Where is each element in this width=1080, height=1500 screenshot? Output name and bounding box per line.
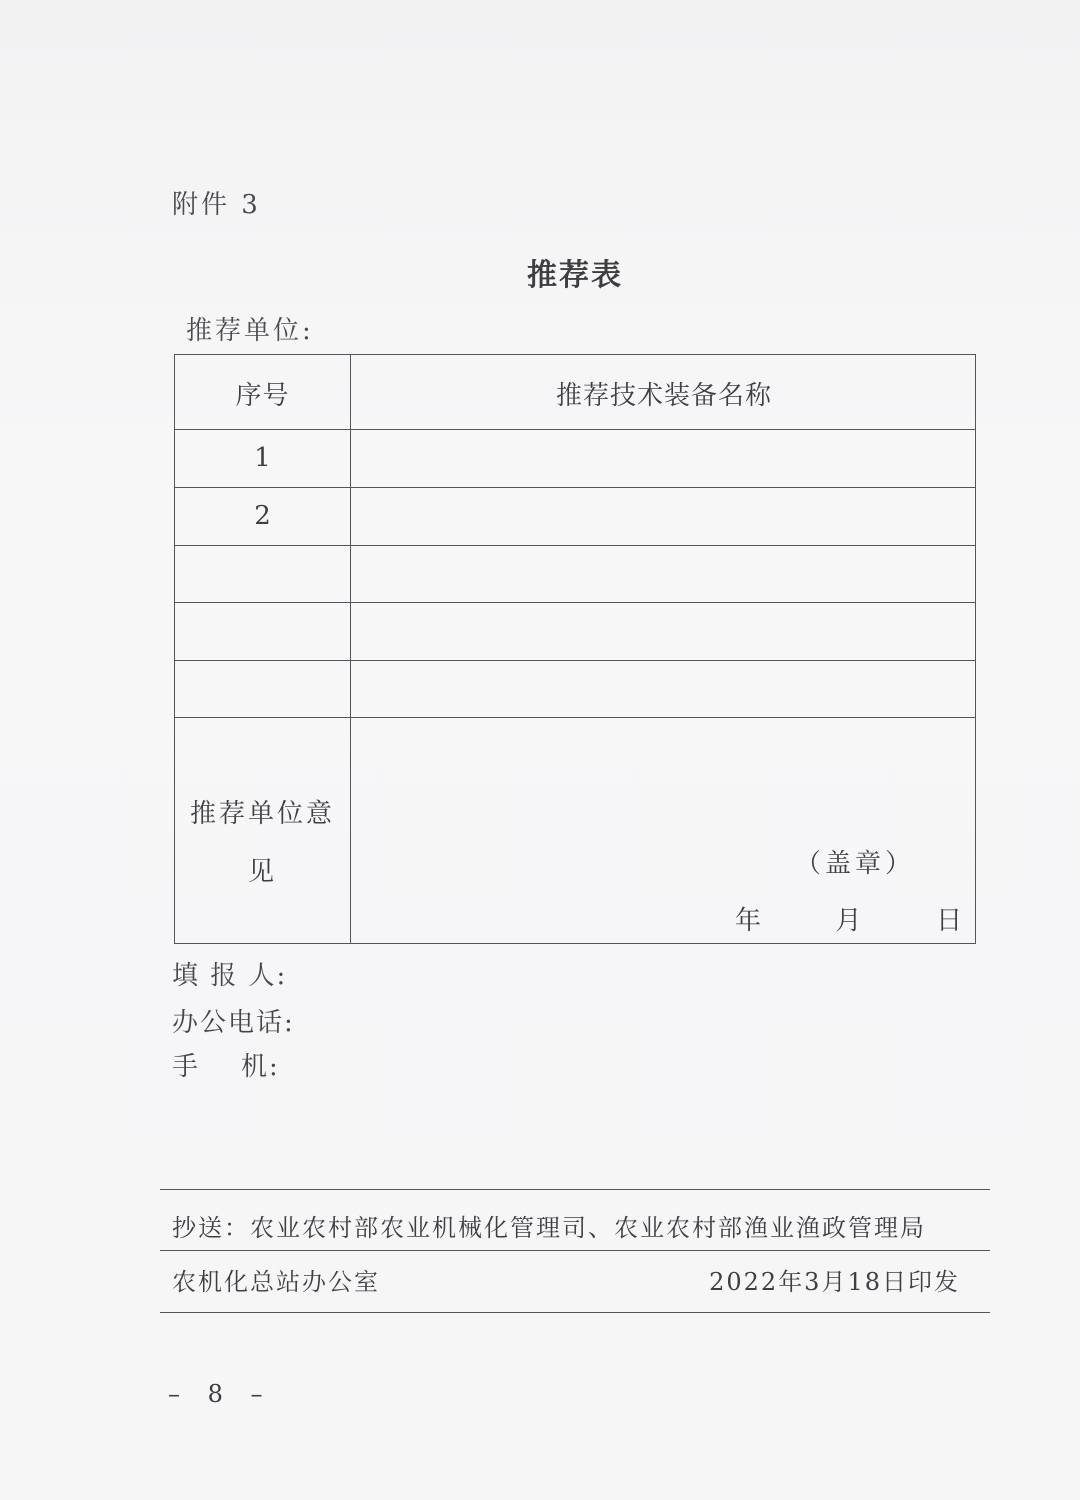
date-fields bbox=[735, 900, 962, 937]
office-phone-label bbox=[172, 1002, 295, 1039]
office-phone-label-text: 办公电话: bbox=[172, 1008, 295, 1038]
row-2-index: 2 bbox=[254, 501, 271, 531]
mobile-label-text: 手 机: bbox=[172, 1052, 280, 1082]
filler-label bbox=[172, 955, 287, 992]
row-1-index: 1 bbox=[254, 443, 271, 473]
date-year: 年 bbox=[735, 906, 762, 936]
header-serial-number: 序号 bbox=[235, 381, 290, 411]
cc-line: 抄送：农业农村部农业机械化管理司、农业农村部渔业渔政管理局 bbox=[172, 1214, 926, 1242]
page-title: 推荐表 bbox=[527, 258, 623, 293]
page-number: – 8 – bbox=[168, 1380, 273, 1408]
row-divider bbox=[175, 602, 975, 603]
opinion-label-line1: 推荐单位意 bbox=[189, 799, 335, 829]
filler-label-text: 填 报 人: bbox=[172, 961, 288, 991]
row-divider bbox=[175, 545, 975, 546]
recommending-unit-label: 推荐单位: bbox=[186, 316, 314, 346]
footer-rule-top bbox=[160, 1189, 990, 1190]
opinion-label-line2: 见 bbox=[247, 857, 277, 887]
date-day: 日 bbox=[936, 906, 963, 936]
issuing-office: 农机化总站办公室 bbox=[172, 1268, 380, 1296]
seal-label: （盖章） bbox=[795, 849, 916, 879]
row-divider bbox=[175, 429, 975, 430]
footer-rule-middle bbox=[160, 1250, 990, 1251]
date-month: 月 bbox=[835, 906, 862, 936]
header-equipment-name: 推荐技术装备名称 bbox=[555, 381, 772, 411]
row-divider bbox=[175, 487, 975, 488]
attachment-label: 附件 3 bbox=[172, 190, 261, 220]
issue-date: 2022年3月18日印发 bbox=[709, 1268, 960, 1296]
mobile-label bbox=[172, 1046, 280, 1083]
row-divider bbox=[175, 660, 975, 661]
opinion-label bbox=[175, 785, 350, 901]
recommendation-table bbox=[174, 354, 976, 944]
footer-rule-bottom bbox=[160, 1312, 990, 1313]
row-divider bbox=[175, 717, 975, 718]
column-divider bbox=[350, 355, 351, 943]
